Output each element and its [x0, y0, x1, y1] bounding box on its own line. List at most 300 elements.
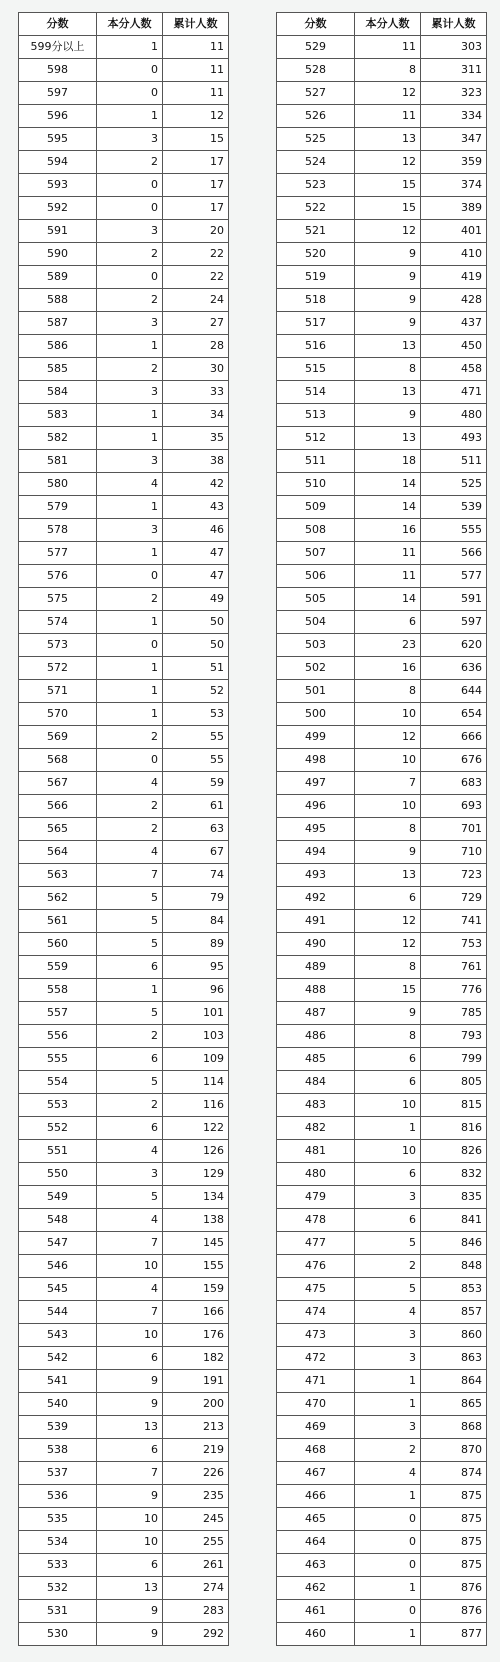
- cumulative-cell: 471: [421, 381, 487, 404]
- cumulative-cell: 597: [421, 611, 487, 634]
- count-cell: 2: [97, 289, 163, 312]
- cumulative-cell: 155: [163, 1255, 229, 1278]
- count-cell: 2: [97, 243, 163, 266]
- table-row: [19, 1002, 229, 1025]
- cumulative-cell: 53: [163, 703, 229, 726]
- table-row: [19, 933, 229, 956]
- table-row: [277, 565, 487, 588]
- score-cell: 558: [19, 979, 97, 1002]
- score-cell: 523: [277, 174, 355, 197]
- cumulative-cell: 555: [421, 519, 487, 542]
- table-row: [277, 473, 487, 496]
- count-cell: 1: [97, 335, 163, 358]
- cumulative-cell: 857: [421, 1301, 487, 1324]
- cumulative-cell: 109: [163, 1048, 229, 1071]
- cumulative-cell: 334: [421, 105, 487, 128]
- score-cell: 561: [19, 910, 97, 933]
- count-cell: 0: [355, 1508, 421, 1531]
- score-cell: 563: [19, 864, 97, 887]
- table-row: [19, 312, 229, 335]
- count-cell: 9: [97, 1485, 163, 1508]
- header-cumulative: 累计人数: [163, 13, 229, 36]
- score-cell: 573: [19, 634, 97, 657]
- table-row: [277, 36, 487, 59]
- count-cell: 2: [97, 358, 163, 381]
- table-row: [277, 611, 487, 634]
- count-cell: 12: [355, 220, 421, 243]
- count-cell: 6: [355, 611, 421, 634]
- cumulative-cell: 261: [163, 1554, 229, 1577]
- table-row: [19, 1094, 229, 1117]
- score-cell: 578: [19, 519, 97, 542]
- score-cell: 538: [19, 1439, 97, 1462]
- score-cell: 522: [277, 197, 355, 220]
- table-row: [19, 680, 229, 703]
- table-row: [277, 450, 487, 473]
- count-cell: 4: [97, 473, 163, 496]
- count-cell: 23: [355, 634, 421, 657]
- score-cell: 559: [19, 956, 97, 979]
- count-cell: 16: [355, 657, 421, 680]
- score-cell: 515: [277, 358, 355, 381]
- count-cell: 8: [355, 818, 421, 841]
- table-row: [277, 772, 487, 795]
- count-cell: 9: [97, 1393, 163, 1416]
- table-row: [19, 887, 229, 910]
- table-row: [277, 1324, 487, 1347]
- count-cell: 3: [355, 1186, 421, 1209]
- score-cell: 469: [277, 1416, 355, 1439]
- cumulative-cell: 283: [163, 1600, 229, 1623]
- score-cell: 529: [277, 36, 355, 59]
- cumulative-cell: 437: [421, 312, 487, 335]
- count-cell: 3: [355, 1416, 421, 1439]
- count-cell: 12: [355, 910, 421, 933]
- score-cell: 460: [277, 1623, 355, 1646]
- score-cell: 495: [277, 818, 355, 841]
- cumulative-cell: 875: [421, 1554, 487, 1577]
- cumulative-cell: 832: [421, 1163, 487, 1186]
- table-row: [19, 289, 229, 312]
- score-cell: 467: [277, 1462, 355, 1485]
- count-cell: 13: [355, 335, 421, 358]
- cumulative-cell: 359: [421, 151, 487, 174]
- header-row: [277, 13, 487, 36]
- cumulative-cell: 666: [421, 726, 487, 749]
- score-cell: 461: [277, 1600, 355, 1623]
- table-row: [19, 726, 229, 749]
- table-row: [277, 1347, 487, 1370]
- score-cell: 597: [19, 82, 97, 105]
- score-cell: 566: [19, 795, 97, 818]
- cumulative-cell: 67: [163, 841, 229, 864]
- cumulative-cell: 74: [163, 864, 229, 887]
- score-cell: 539: [19, 1416, 97, 1439]
- cumulative-cell: 59: [163, 772, 229, 795]
- cumulative-cell: 30: [163, 358, 229, 381]
- score-cell: 593: [19, 174, 97, 197]
- cumulative-cell: 480: [421, 404, 487, 427]
- cumulative-cell: 875: [421, 1531, 487, 1554]
- cumulative-cell: 577: [421, 565, 487, 588]
- score-cell: 500: [277, 703, 355, 726]
- count-cell: 9: [355, 266, 421, 289]
- count-cell: 0: [97, 82, 163, 105]
- table-row: [277, 381, 487, 404]
- score-cell: 496: [277, 795, 355, 818]
- score-cell: 542: [19, 1347, 97, 1370]
- score-cell: 570: [19, 703, 97, 726]
- table-row: [19, 473, 229, 496]
- score-cell: 588: [19, 289, 97, 312]
- table-row: [19, 174, 229, 197]
- cumulative-cell: 303: [421, 36, 487, 59]
- score-cell: 494: [277, 841, 355, 864]
- score-cell: 484: [277, 1071, 355, 1094]
- cumulative-cell: 43: [163, 496, 229, 519]
- count-cell: 1: [97, 542, 163, 565]
- count-cell: 5: [355, 1232, 421, 1255]
- count-cell: 7: [355, 772, 421, 795]
- cumulative-cell: 868: [421, 1416, 487, 1439]
- table-row: [277, 1232, 487, 1255]
- count-cell: 6: [97, 1554, 163, 1577]
- cumulative-cell: 47: [163, 542, 229, 565]
- cumulative-cell: 200: [163, 1393, 229, 1416]
- count-cell: 9: [97, 1623, 163, 1646]
- count-cell: 10: [355, 1140, 421, 1163]
- score-cell: 586: [19, 335, 97, 358]
- score-cell: 590: [19, 243, 97, 266]
- count-cell: 8: [355, 680, 421, 703]
- table-row: [19, 1278, 229, 1301]
- count-cell: 1: [97, 979, 163, 1002]
- count-cell: 12: [355, 933, 421, 956]
- count-cell: 1: [355, 1577, 421, 1600]
- cumulative-cell: 114: [163, 1071, 229, 1094]
- cumulative-cell: 145: [163, 1232, 229, 1255]
- table-row: [277, 174, 487, 197]
- count-cell: 16: [355, 519, 421, 542]
- table-row: [277, 289, 487, 312]
- table-row: [277, 59, 487, 82]
- table-row: [277, 1209, 487, 1232]
- count-cell: 0: [97, 565, 163, 588]
- count-cell: 4: [97, 772, 163, 795]
- table-row: [19, 1439, 229, 1462]
- count-cell: 1: [97, 703, 163, 726]
- cumulative-cell: 122: [163, 1117, 229, 1140]
- count-cell: 4: [97, 1140, 163, 1163]
- count-cell: 10: [355, 795, 421, 818]
- header-count: 本分人数: [97, 13, 163, 36]
- table-row: [19, 1462, 229, 1485]
- score-cell: 470: [277, 1393, 355, 1416]
- count-cell: 2: [355, 1255, 421, 1278]
- count-cell: 8: [355, 59, 421, 82]
- score-cell: 530: [19, 1623, 97, 1646]
- count-cell: 0: [97, 59, 163, 82]
- table-row: [19, 565, 229, 588]
- score-cell: 571: [19, 680, 97, 703]
- score-cell: 507: [277, 542, 355, 565]
- count-cell: 1: [355, 1623, 421, 1646]
- count-cell: 9: [355, 841, 421, 864]
- table-row: [277, 1370, 487, 1393]
- count-cell: 8: [355, 1025, 421, 1048]
- header-score: 分数: [19, 13, 97, 36]
- count-cell: 11: [355, 542, 421, 565]
- count-cell: 8: [355, 956, 421, 979]
- table-row: [277, 358, 487, 381]
- count-cell: 0: [97, 174, 163, 197]
- count-cell: 6: [97, 1439, 163, 1462]
- count-cell: 1: [97, 427, 163, 450]
- table-row: [19, 1071, 229, 1094]
- score-cell: 553: [19, 1094, 97, 1117]
- score-cell: 576: [19, 565, 97, 588]
- count-cell: 7: [97, 864, 163, 887]
- table-row: [277, 1600, 487, 1623]
- table-row: [277, 220, 487, 243]
- cumulative-cell: 89: [163, 933, 229, 956]
- table-row: [277, 1278, 487, 1301]
- count-cell: 15: [355, 979, 421, 1002]
- table-row: [277, 128, 487, 151]
- table-row: [277, 1117, 487, 1140]
- count-cell: 7: [97, 1232, 163, 1255]
- count-cell: 6: [97, 1048, 163, 1071]
- table-row: [19, 1186, 229, 1209]
- score-cell: 498: [277, 749, 355, 772]
- count-cell: 11: [355, 36, 421, 59]
- score-cell: 531: [19, 1600, 97, 1623]
- count-cell: 0: [355, 1531, 421, 1554]
- cumulative-cell: 753: [421, 933, 487, 956]
- count-cell: 13: [355, 864, 421, 887]
- table-row: [19, 1485, 229, 1508]
- table-row: [277, 105, 487, 128]
- cumulative-cell: 566: [421, 542, 487, 565]
- score-cell: 594: [19, 151, 97, 174]
- score-cell: 535: [19, 1508, 97, 1531]
- table-row: [19, 1623, 229, 1646]
- score-cell: 519: [277, 266, 355, 289]
- table-row: [277, 1416, 487, 1439]
- cumulative-cell: 96: [163, 979, 229, 1002]
- score-cell: 476: [277, 1255, 355, 1278]
- table-row: [277, 864, 487, 887]
- score-cell: 517: [277, 312, 355, 335]
- table-row: [277, 1048, 487, 1071]
- score-cell: 492: [277, 887, 355, 910]
- score-cell: 510: [277, 473, 355, 496]
- cumulative-cell: 389: [421, 197, 487, 220]
- score-cell: 596: [19, 105, 97, 128]
- score-cell: 537: [19, 1462, 97, 1485]
- score-cell: 582: [19, 427, 97, 450]
- score-cell: 465: [277, 1508, 355, 1531]
- cumulative-cell: 11: [163, 59, 229, 82]
- cumulative-cell: 591: [421, 588, 487, 611]
- cumulative-cell: 213: [163, 1416, 229, 1439]
- table-row: [277, 1393, 487, 1416]
- table-row: [19, 381, 229, 404]
- count-cell: 2: [97, 795, 163, 818]
- cumulative-cell: 182: [163, 1347, 229, 1370]
- cumulative-cell: 17: [163, 151, 229, 174]
- table-row: [277, 1301, 487, 1324]
- cumulative-cell: 676: [421, 749, 487, 772]
- count-cell: 13: [97, 1416, 163, 1439]
- score-cell: 505: [277, 588, 355, 611]
- table-row: [277, 1508, 487, 1531]
- cumulative-cell: 761: [421, 956, 487, 979]
- count-cell: 4: [97, 841, 163, 864]
- score-cell: 525: [277, 128, 355, 151]
- header-count: 本分人数: [355, 13, 421, 36]
- table-row: [19, 1393, 229, 1416]
- score-cell: 567: [19, 772, 97, 795]
- score-cell: 541: [19, 1370, 97, 1393]
- table-row: [277, 933, 487, 956]
- table-row: [19, 220, 229, 243]
- table-row: [19, 864, 229, 887]
- count-cell: 3: [97, 381, 163, 404]
- count-cell: 5: [355, 1278, 421, 1301]
- cumulative-cell: 815: [421, 1094, 487, 1117]
- table-row: [19, 82, 229, 105]
- score-cell: 554: [19, 1071, 97, 1094]
- cumulative-cell: 723: [421, 864, 487, 887]
- score-cell: 533: [19, 1554, 97, 1577]
- score-cell: 473: [277, 1324, 355, 1347]
- count-cell: 6: [97, 1347, 163, 1370]
- cumulative-cell: 644: [421, 680, 487, 703]
- count-cell: 15: [355, 197, 421, 220]
- cumulative-cell: 374: [421, 174, 487, 197]
- table-row: [19, 496, 229, 519]
- count-cell: 13: [355, 128, 421, 151]
- score-cell: 493: [277, 864, 355, 887]
- cumulative-cell: 876: [421, 1577, 487, 1600]
- cumulative-cell: 55: [163, 749, 229, 772]
- score-cell: 481: [277, 1140, 355, 1163]
- count-cell: 3: [97, 519, 163, 542]
- cumulative-cell: 525: [421, 473, 487, 496]
- score-cell: 477: [277, 1232, 355, 1255]
- table-row: [277, 1071, 487, 1094]
- table-row: [277, 1255, 487, 1278]
- count-cell: 9: [355, 312, 421, 335]
- count-cell: 14: [355, 473, 421, 496]
- count-cell: 4: [355, 1462, 421, 1485]
- table-row: [19, 335, 229, 358]
- score-cell: 526: [277, 105, 355, 128]
- table-row: [277, 841, 487, 864]
- table-row: [277, 795, 487, 818]
- score-cell: 463: [277, 1554, 355, 1577]
- count-cell: 10: [97, 1324, 163, 1347]
- cumulative-cell: 22: [163, 243, 229, 266]
- table-row: [19, 59, 229, 82]
- table-row: [277, 1531, 487, 1554]
- table-row: [277, 1186, 487, 1209]
- cumulative-cell: 55: [163, 726, 229, 749]
- table-row: [19, 841, 229, 864]
- count-cell: 5: [97, 887, 163, 910]
- count-cell: 1: [355, 1485, 421, 1508]
- count-cell: 2: [97, 588, 163, 611]
- cumulative-cell: 159: [163, 1278, 229, 1301]
- score-cell: 478: [277, 1209, 355, 1232]
- score-cell: 549: [19, 1186, 97, 1209]
- table-row: [277, 496, 487, 519]
- score-cell: 562: [19, 887, 97, 910]
- cumulative-cell: 28: [163, 335, 229, 358]
- header-row: [19, 13, 229, 36]
- table-row: [19, 1531, 229, 1554]
- score-cell: 552: [19, 1117, 97, 1140]
- score-cell: 579: [19, 496, 97, 519]
- cumulative-cell: 34: [163, 404, 229, 427]
- table-row: [19, 105, 229, 128]
- score-cell: 546: [19, 1255, 97, 1278]
- cumulative-cell: 493: [421, 427, 487, 450]
- table-row: [277, 82, 487, 105]
- cumulative-cell: 52: [163, 680, 229, 703]
- table-row: [19, 1232, 229, 1255]
- score-cell: 544: [19, 1301, 97, 1324]
- table-row: [19, 1301, 229, 1324]
- count-cell: 5: [97, 933, 163, 956]
- score-cell: 483: [277, 1094, 355, 1117]
- score-cell: 569: [19, 726, 97, 749]
- table-row: [19, 1140, 229, 1163]
- count-cell: 5: [97, 1186, 163, 1209]
- count-cell: 9: [97, 1600, 163, 1623]
- score-cell: 585: [19, 358, 97, 381]
- table-row: [277, 266, 487, 289]
- count-cell: 1: [355, 1117, 421, 1140]
- cumulative-cell: 51: [163, 657, 229, 680]
- score-cell: 547: [19, 1232, 97, 1255]
- table-row: [19, 611, 229, 634]
- score-cell: 532: [19, 1577, 97, 1600]
- table-row: [19, 197, 229, 220]
- score-cell: 574: [19, 611, 97, 634]
- cumulative-cell: 245: [163, 1508, 229, 1531]
- cumulative-cell: 235: [163, 1485, 229, 1508]
- table-row: [277, 1462, 487, 1485]
- count-cell: 1: [97, 36, 163, 59]
- score-cell: 497: [277, 772, 355, 795]
- score-cell: 489: [277, 956, 355, 979]
- count-cell: 13: [97, 1577, 163, 1600]
- cumulative-cell: 816: [421, 1117, 487, 1140]
- cumulative-cell: 741: [421, 910, 487, 933]
- cumulative-cell: 776: [421, 979, 487, 1002]
- table-row: [277, 151, 487, 174]
- score-cell: 598: [19, 59, 97, 82]
- count-cell: 0: [355, 1554, 421, 1577]
- cumulative-cell: 176: [163, 1324, 229, 1347]
- table-row: [277, 1577, 487, 1600]
- score-cell: 472: [277, 1347, 355, 1370]
- score-cell: 540: [19, 1393, 97, 1416]
- cumulative-cell: 877: [421, 1623, 487, 1646]
- count-cell: 4: [97, 1209, 163, 1232]
